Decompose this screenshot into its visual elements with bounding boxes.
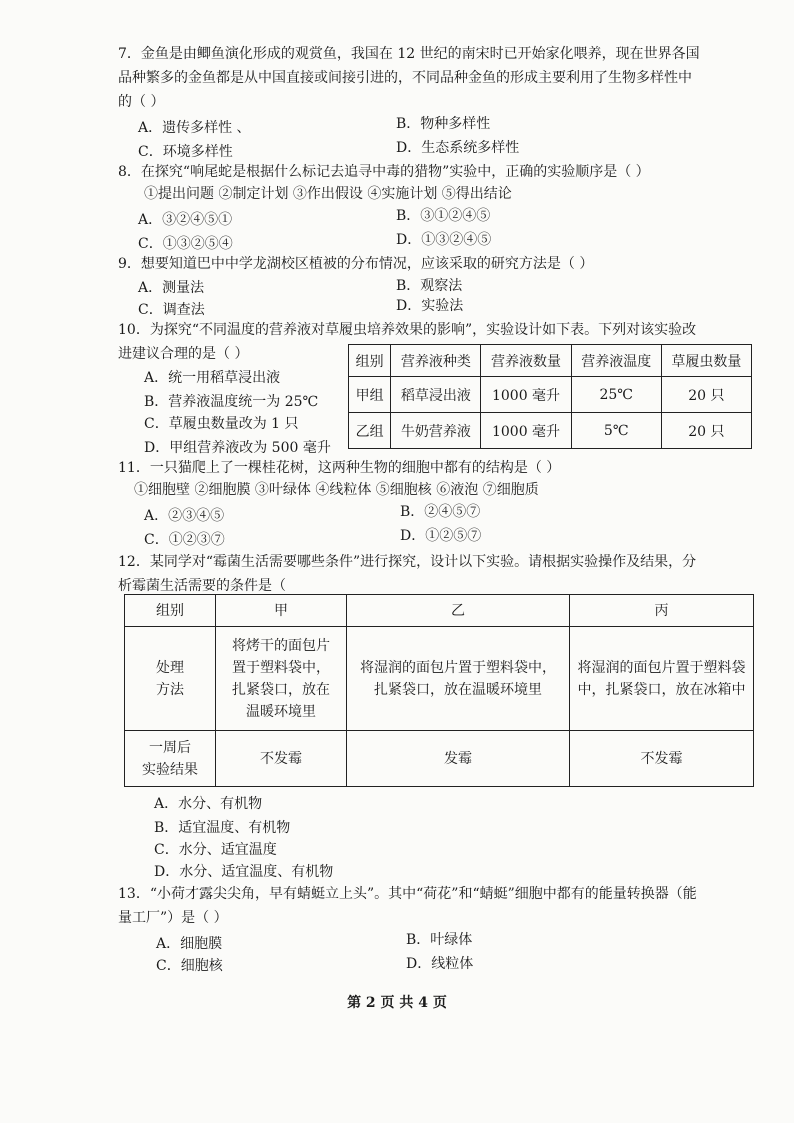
q11-option-b: B．②④⑤⑦ xyxy=(400,504,481,520)
q10-cell: 乙组 xyxy=(349,413,391,449)
q12-cell-line: 将湿润的面包片置于塑料袋 xyxy=(577,659,746,676)
q10-table xyxy=(348,344,752,449)
q10-cell: 20 只 xyxy=(661,377,751,413)
q12-label-line: 一周后 xyxy=(149,739,191,756)
q11-option-d: D．①②⑤⑦ xyxy=(400,528,482,544)
q13-option-a: A．细胞膜 xyxy=(156,936,223,952)
q10-option-a: A．统一用稻草浸出液 xyxy=(144,370,281,386)
q12-result-cell: 不发霉 xyxy=(570,731,754,787)
table-row xyxy=(125,627,754,731)
q9-option-a: A．测量法 xyxy=(138,280,205,296)
q8-option-a: A．③②④⑤① xyxy=(138,212,233,228)
q8-option-d: D．①③②④⑤ xyxy=(396,232,492,248)
q8-steps: ①提出问题 ②制定计划 ③作出假设 ④实施计划 ⑤得出结论 xyxy=(144,186,512,202)
q13-stem-line1: 13．“小荷才露尖尖角，早有蜻蜓立上头”。其中“荷花”和“蜻蜓”细胞中都有的能量转换器（能 xyxy=(118,886,697,902)
q7-stem-line3: 的（ ） xyxy=(118,94,165,110)
q7-option-d: D．生态系统多样性 xyxy=(396,140,520,156)
table-row xyxy=(349,377,752,413)
q10-option-d: D．甲组营养液改为 500 毫升 xyxy=(144,440,331,456)
q10-cell: 20 只 xyxy=(661,413,751,449)
q12-cell-jia xyxy=(216,627,347,731)
q12-cell-bing xyxy=(570,627,754,731)
q12-option-a: A．水分、有机物 xyxy=(154,796,263,812)
q10-option-c: C．草履虫数量改为 1 只 xyxy=(144,416,299,432)
q7-option-c: C．环境多样性 xyxy=(138,144,233,160)
q12-stem-line2: 析霉菌生活需要的条件是（ xyxy=(118,578,286,594)
q12-cell-line: 温暖环境里 xyxy=(246,703,316,720)
q10-stem-line1: 10．为探究“不同温度的营养液对草履虫培养效果的影响”，实验设计如下表。下列对该实验改 xyxy=(118,322,697,338)
q12-label-line: 处理 xyxy=(156,659,184,676)
q12-table xyxy=(124,594,754,787)
q10-option-b: B．营养液温度统一为 25℃ xyxy=(144,394,319,410)
q12-table-header-row xyxy=(125,595,754,627)
q11-option-a: A．②③④⑤ xyxy=(144,508,225,524)
q12-cell-yi xyxy=(347,627,570,731)
q10-cell: 1000 毫升 xyxy=(481,377,571,413)
q12-result-cell: 不发霉 xyxy=(216,731,347,787)
q8-stem: 8．在探究“响尾蛇是根据什么标记去追寻中毒的猎物”实验中，正确的实验顺序是（ ） xyxy=(118,164,650,180)
q8-option-b: B．③①②④⑤ xyxy=(396,208,491,224)
q10-cell: 牛奶营养液 xyxy=(391,413,481,449)
q13-option-b: B．叶绿体 xyxy=(406,932,473,948)
table-row xyxy=(125,731,754,787)
q10-header-cell: 营养液温度 xyxy=(571,345,661,377)
q12-stem-line1: 12．某同学对“霉菌生活需要哪些条件”进行探究，设计以下实验。请根据实验操作及结果，分 xyxy=(118,554,697,570)
q12-option-c: C．水分、适宜温度 xyxy=(154,842,277,858)
q10-header-cell: 草履虫数量 xyxy=(661,345,751,377)
q12-cell-line: 将烤干的面包片 xyxy=(232,637,330,654)
q7-stem-line2: 品种繁多的金鱼都是从中国直接或间接引进的，不同品种金鱼的形成主要利用了生物多样性中 xyxy=(118,70,692,86)
q11-stem: 11．一只猫爬上了一棵桂花树，这两种生物的细胞中都有的结构是（ ） xyxy=(118,460,561,476)
q7-option-a: A．遗传多样性 、 xyxy=(138,120,251,136)
q10-header-cell: 营养液种类 xyxy=(391,345,481,377)
q10-header-cell: 营养液数量 xyxy=(481,345,571,377)
q12-label-line: 实验结果 xyxy=(142,761,198,778)
q12-cell-line: 将湿润的面包片置于塑料袋中， xyxy=(360,659,556,676)
page-footer: 第 2 页 共 4 页 xyxy=(347,995,447,1011)
q10-stem-line2: 进建议合理的是（ ） xyxy=(118,346,249,362)
q12-cell-line: 中，扎紧袋口，放在冰箱中 xyxy=(577,681,746,698)
q7-option-b: B．物种多样性 xyxy=(396,116,491,132)
q12-row-label xyxy=(125,731,216,787)
q11-option-c: C．①②③⑦ xyxy=(144,532,225,548)
q12-header-cell: 甲 xyxy=(216,595,347,627)
q13-stem-line2: 量工厂”）是（ ） xyxy=(118,910,228,926)
q10-cell: 25℃ xyxy=(571,377,661,413)
q12-option-d: D．水分、适宜温度、有机物 xyxy=(154,864,334,880)
q13-option-c: C．细胞核 xyxy=(156,958,223,974)
q13-option-d: D．线粒体 xyxy=(406,956,474,972)
q11-parts: ①细胞壁 ②细胞膜 ③叶绿体 ④线粒体 ⑤细胞核 ⑥液泡 ⑦细胞质 xyxy=(134,482,539,498)
q10-header-cell: 组别 xyxy=(349,345,391,377)
q10-cell: 甲组 xyxy=(349,377,391,413)
q12-row-label xyxy=(125,627,216,731)
q12-header-cell: 组别 xyxy=(125,595,216,627)
q10-cell: 1000 毫升 xyxy=(481,413,571,449)
q10-cell: 5℃ xyxy=(571,413,661,449)
table-row xyxy=(349,413,752,449)
q7-stem-line1: 7．金鱼是由鲫鱼演化形成的观赏鱼，我国在 12 世纪的南宋时已开始家化喂养，现在世界各国 xyxy=(118,46,700,62)
q12-result-cell: 发霉 xyxy=(347,731,570,787)
q12-cell-line: 扎紧袋口，放在 xyxy=(232,681,330,698)
q9-option-b: B．观察法 xyxy=(396,278,463,294)
q9-option-c: C．调查法 xyxy=(138,302,205,318)
q9-stem: 9．想要知道巴中中学龙湖校区植被的分布情况，应该采取的研究方法是（ ） xyxy=(118,256,594,272)
q9-option-d: D．实验法 xyxy=(396,298,464,314)
q10-table-header-row xyxy=(349,345,752,377)
q8-option-c: C．①③②⑤④ xyxy=(138,236,233,252)
q10-cell: 稻草浸出液 xyxy=(391,377,481,413)
q12-label-line: 方法 xyxy=(156,681,184,698)
q12-header-cell: 丙 xyxy=(570,595,754,627)
q12-cell-line: 置于塑料袋中， xyxy=(232,659,330,676)
q12-option-b: B．适宜温度、有机物 xyxy=(154,820,291,836)
q12-cell-line: 扎紧袋口，放在温暖环境里 xyxy=(374,681,542,698)
q12-header-cell: 乙 xyxy=(347,595,570,627)
